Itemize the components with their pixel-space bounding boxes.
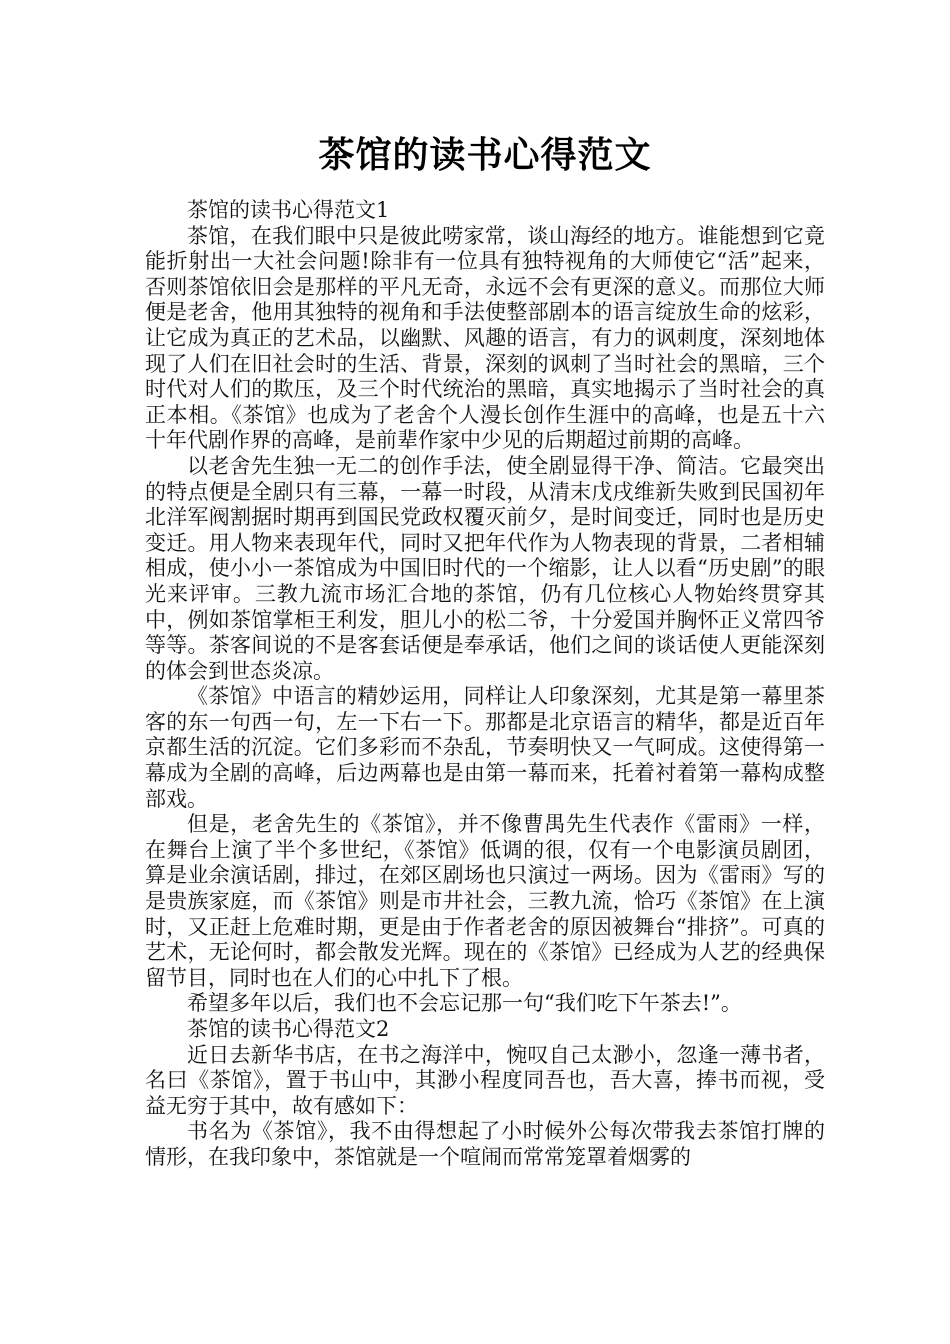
paragraph: 以老舍先生独一无二的创作手法，使全剧显得干净、简洁。它最突出的特点便是全剧只有三幕，一幕一时段，从清末戊戌维新失败到民国初年北洋军阀割据时期再到国民党政权覆灭前夕，是时间变迁，同时也是历史变迁。用人物来表现年代，同时又把年代作为人物表现的背景，二者相辅相成，使小小一茶馆成为中国旧时代的一个缩影，让人以看“历史剧”的眼光来评审。三教九流市场汇合地的茶馆，仍有几位核心人物始终贯穿其中，例如茶馆掌柜王利发，胆儿小的松二爷，十分爱国并胸怀正义常四爷等等。茶客间说的不是客套话便是奉承话，他们之间的谈话使人更能深刻的体会到世态炎凉。 xyxy=(145,453,825,683)
paragraph: 近日去新华书店，在书之海洋中，惋叹自己太渺小，忽逢一薄书者，名曰《茶馆》，置于书山中，其渺小程度同吾也，吾大喜，捧书而视，受益无穷于其中，故有感如下： xyxy=(145,1042,825,1118)
paragraph: 《茶馆》中语言的精妙运用，同样让人印象深刻，尤其是第一幕里茶客的东一句西一句，左一下右一下。那都是北京语言的精华，都是近百年京都生活的沉淀。它们多彩而不杂乱，节奏明快又一气呵成。这使得第一幕成为全剧的高峰，后边两幕也是由第一幕而来，托着衬着第一幕构成整部戏。 xyxy=(145,684,825,811)
paragraph: 希望多年以后，我们也不会忘记那一句“我们吃下午茶去!”。 xyxy=(187,991,742,1016)
section-heading-1: 茶馆的读书心得范文1 xyxy=(187,198,390,222)
section-heading-2: 茶馆的读书心得范文2 xyxy=(187,1017,390,1041)
paragraph: 书名为《茶馆》，我不由得想起了小时候外公每次带我去茶馆打牌的情形，在我印象中，茶馆就是一个喧闹而常常笼罩着烟雾的 xyxy=(145,1119,825,1169)
document-body xyxy=(145,198,825,1171)
paragraph: 茶馆，在我们眼中只是彼此唠家常，谈山海经的地方。谁能想到它竟能折射出一大社会问题!除非有一位具有独特视角的大师使它“活”起来，否则茶馆依旧会是那样的平凡无奇，永远不会有更深的意义。而那位大师便是老舍，他用其独特的视角和手法使整部剧本的语言绽放生命的炫彩，让它成为真正的艺术品，以幽默、风趣的语言，有力的讽刺度，深刻地体现了人们在旧社会时的生活、背景，深刻的讽刺了当时社会的黑暗，三个时代对人们的欺压，及三个时代统治的黑暗，真实地揭示了当时社会的真正本相。《茶馆》也成为了老舍个人漫长创作生涯中的高峰，也是五十六十年代剧作界的高峰，是前辈作家中少见的后期超过前期的高峰。 xyxy=(145,223,825,453)
document-page xyxy=(145,0,825,1171)
paragraph: 但是，老舍先生的《茶馆》，并不像曹禺先生代表作《雷雨》一样，在舞台上演了半个多世纪，《茶馆》低调的很，仅有一个电影演员剧团，算是业余演话剧，排过，在郊区剧场也只演过一两场。因为《雷雨》写的是贵族家庭，而《茶馆》则是市井社会，三教九流，恰巧《茶馆》在上演时，又正赶上危难时期，更是由于作者老舍的原因被舞台“排挤”。可真的艺术，无论何时，都会散发光辉。现在的《茶馆》已经成为人艺的经典保留节目，同时也在人们的心中扎下了根。 xyxy=(145,812,825,990)
document-title: 茶馆的读书心得范文 xyxy=(318,135,652,176)
